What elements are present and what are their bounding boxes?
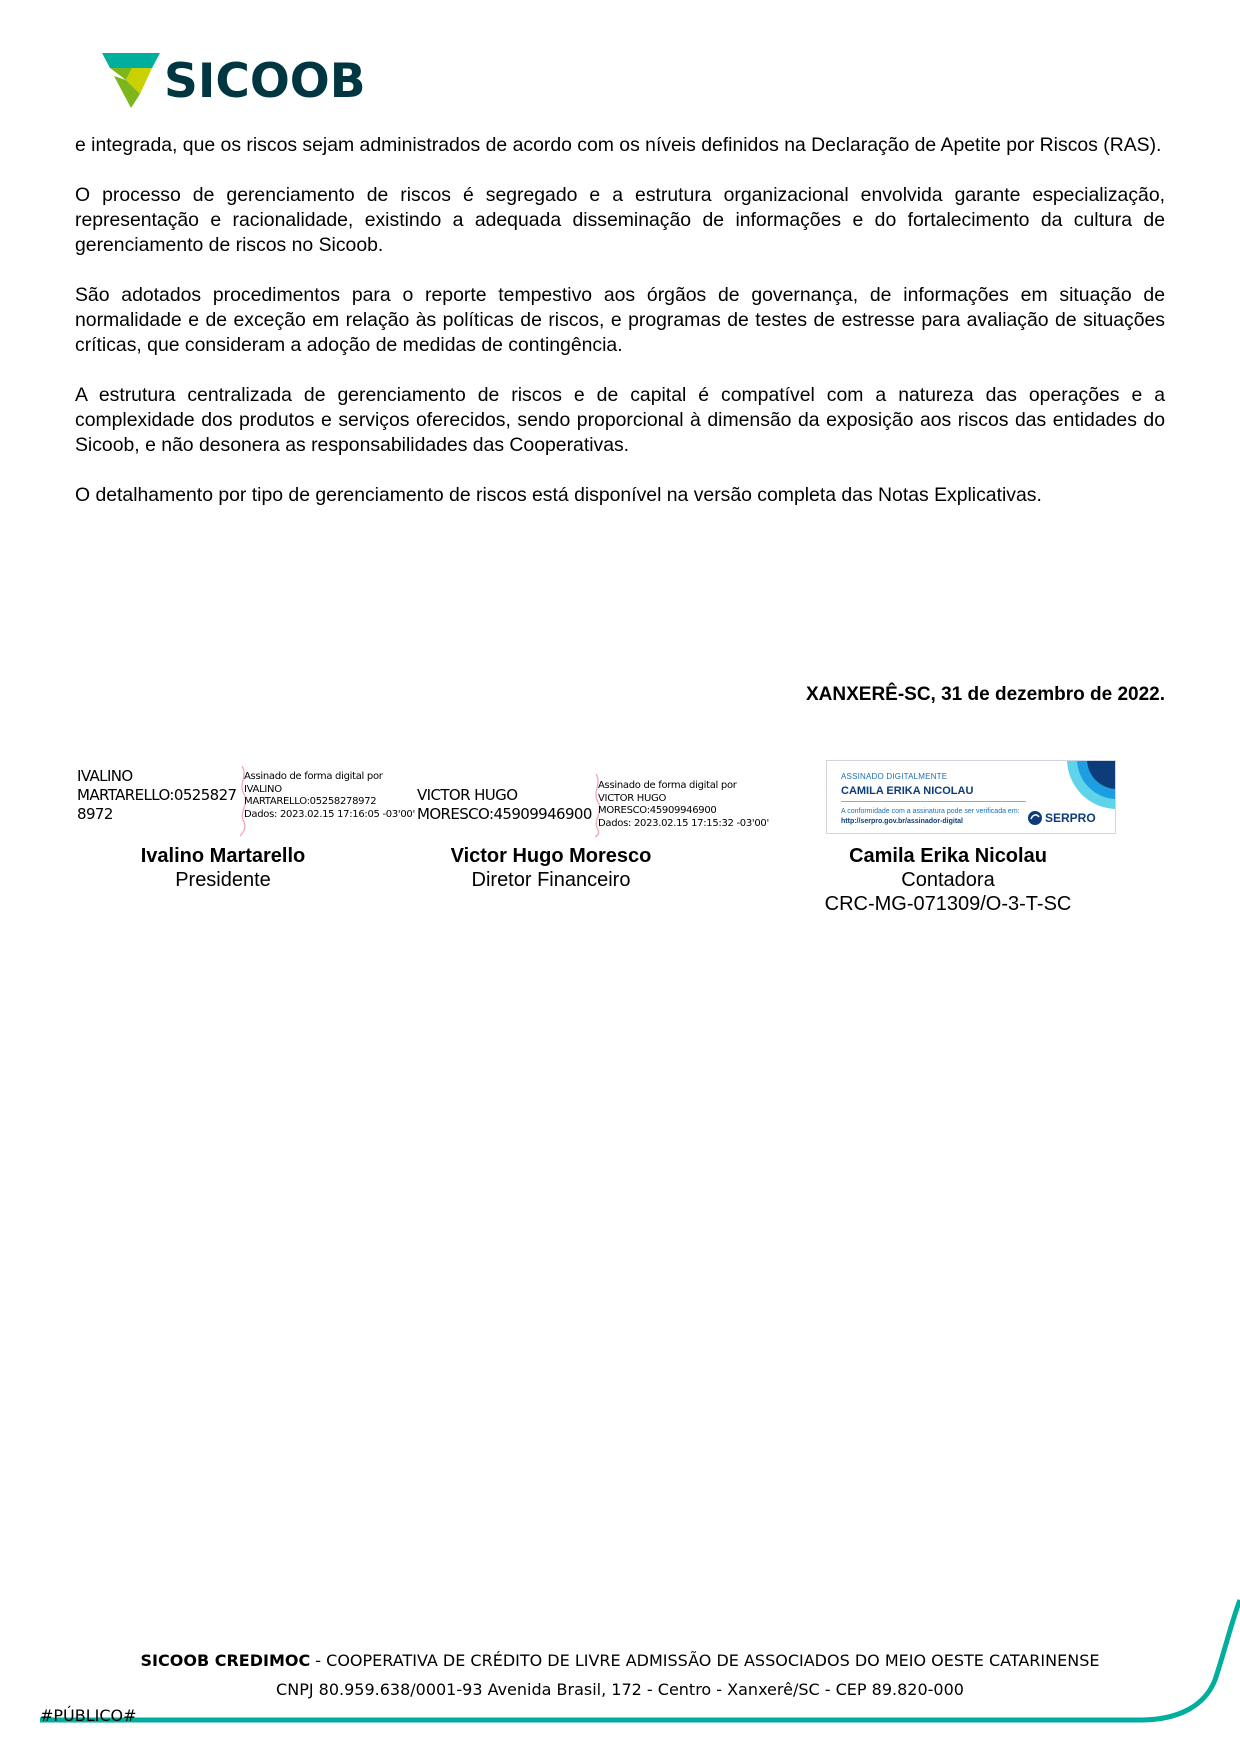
signer-name: Camila Erika Nicolau <box>849 845 1047 867</box>
document-body <box>75 133 1165 533</box>
serpro-signature-box <box>826 760 1116 834</box>
place-date: XANXERÊ-SC, 31 de dezembro de 2022. <box>805 684 1165 705</box>
classification-tag: #PÚBLICO# <box>40 1706 137 1725</box>
serpro-logo-icon <box>1027 810 1043 826</box>
digital-signature-ivalino-stamp: Assinado de forma digital por IVALINO MARTARELLO:05258278972 Dados: 2023.02.15 17:16:05 -03'00' <box>244 771 415 820</box>
signer-president <box>100 844 346 892</box>
logo-wordmark: SICOOB <box>164 54 366 109</box>
footer-address: CNPJ 80.959.638/0001-93 Avenida Brasil, 172 - Centro - Xanxerê/SC - CEP 89.820-000 <box>276 1680 964 1699</box>
paragraph: O processo de gerenciamento de riscos é segregado e a estrutura organizacional envolvida garante especialização, representação e racionalidade, existindo a adequada disseminação de informações e do fortalecimento da cultura de gerenciamento de riscos no Sicoob. <box>75 184 1165 256</box>
signer-role: Diretor Financeiro <box>471 869 631 891</box>
paragraph: São adotados procedimentos para o reporte tempestivo aos órgãos de governança, de informações em situação de normalidade e de exceção em relação às políticas de riscos, e programas de testes de estresse para avaliação de situações críticas, que consideram a adoção de medidas de contingência. <box>75 284 1165 356</box>
signer-financial-director <box>420 844 682 892</box>
signer-role: Presidente <box>175 869 271 891</box>
paragraph: O detalhamento por tipo de gerenciamento de riscos está disponível na versão completa das Notas Explicativas. <box>75 484 1042 506</box>
serpro-arc-decoration-icon <box>1055 760 1116 811</box>
serpro-verify-text: A conformidade com a assinatura pode ser verificada em: <box>841 808 1020 815</box>
digital-signature-victor-name: VICTOR HUGO MORESCO:45909946900 <box>417 786 592 823</box>
serpro-verify-url: http://serpro.gov.br/assinador-digital <box>841 818 963 825</box>
paragraph: A estrutura centralizada de gerenciamento de riscos e de capital é compatível com a natureza das operações e a complexidade dos produtos e serviços oferecidos, sendo proporcional à dimensão da exposição aos riscos das entidades do Sicoob, e não desonera as responsabilidades das Cooperativas. <box>75 384 1165 456</box>
sicoob-logo-mark-icon <box>100 50 164 112</box>
serpro-brand: SERPRO <box>1045 811 1096 825</box>
serpro-label: ASSINADO DIGITALMENTE <box>841 772 948 781</box>
serpro-signer-name: CAMILA ERIKA NICOLAU <box>841 785 974 797</box>
digital-signature-victor-stamp: Assinado de forma digital por VICTOR HUGO MORESCO:45909946900 Dados: 2023.02.15 17:15:32 -03'00' <box>598 780 769 829</box>
footer-org-name: SICOOB CREDIMOC <box>140 1651 311 1670</box>
sicoob-logo <box>100 50 366 112</box>
digital-signature-ivalino-name: IVALINO MARTARELLO:0525827 8972 <box>77 767 237 823</box>
paragraph: e integrada, que os riscos sejam administrados de acordo com os níveis definidos na Declaração de Apetite por Riscos (RAS). <box>75 134 1162 156</box>
divider <box>841 801 1026 802</box>
signer-accountant <box>800 844 1096 916</box>
footer-org-desc: - COOPERATIVA DE CRÉDITO DE LIVRE ADMISSÃO DE ASSOCIADOS DO MEIO OESTE CATARINENSE <box>310 1651 1100 1670</box>
footer-org-line <box>0 1651 1240 1670</box>
signer-name: Victor Hugo Moresco <box>450 845 652 867</box>
signer-name: Ivalino Martarello <box>140 845 306 867</box>
signer-role: Contadora <box>901 869 995 891</box>
signer-registration: CRC-MG-071309/O-3-T-SC <box>824 893 1072 915</box>
